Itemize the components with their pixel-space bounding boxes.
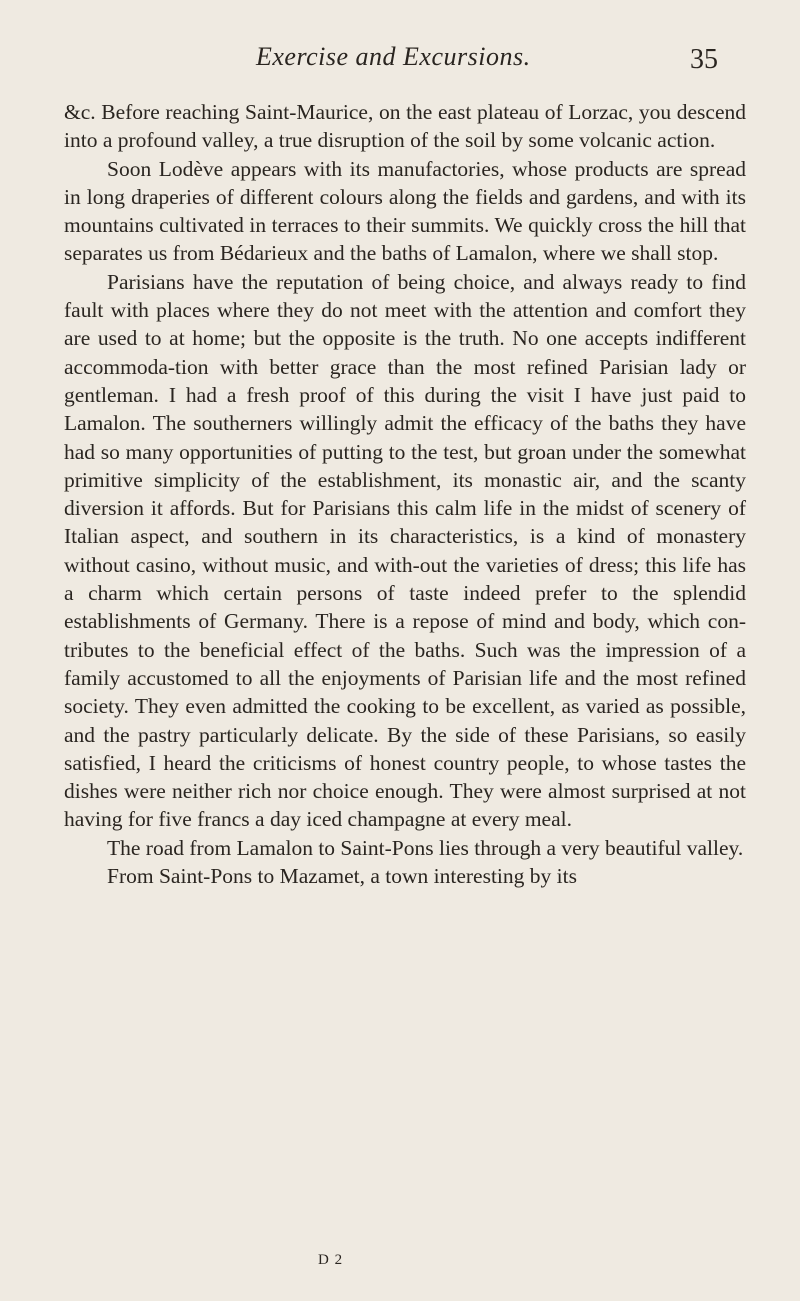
signature-mark: D 2 (318, 1252, 344, 1268)
body-text (64, 98, 746, 890)
paragraph-1: &c. Before reaching Saint-Maurice, on the east plateau of Lorzac, you descend into a profound valley, a true disruption of the soil by some volcanic action. (64, 100, 746, 153)
page-number: 35 (690, 44, 718, 75)
header-title: Exercise and Excursions. (256, 42, 531, 71)
running-head (0, 42, 800, 82)
paragraph-5: From Saint-Pons to Mazamet, a town interesting by its (107, 864, 577, 889)
paragraph-3: Parisians have the reputation of being choice, and always ready to find fault with places where they do not meet with the attention and comfort they are used to at home; but the opposite is the truth. No one accepts indifferent accommoda-tion with better grace than the most refined Parisian lady or gentleman. I had a fresh proof of this during the visit I have just paid to Lamalon. The southerners willingly admit the efficacy of the baths they have had so many opportunities of putting to the test, but groan under the somewhat primitive simplicity of the establishment, its monastic air, and the scanty diversion it affords. But for Parisians this calm life in the midst of scenery of Italian aspect, and southern in its characteristics, is a kind of monastery without casino, without music, and with-out the varieties of dress; this life has a charm which certain persons of taste indeed prefer to the splendid establishments of Germany. There is a repose of mind and body, which con-tributes to the beneficial effect of the baths. Such was the impression of a family accustomed to all the enjoyments of Parisian life and the most refined society. They even admitted the cooking to be excellent, as varied as possible, and the pastry particularly delicate. By the side of these Parisians, so easily satisfied, I heard the criticisms of honest country people, to whose tastes the dishes were neither rich nor choice enough. They were almost surprised at not having for five francs a day iced champagne at every meal. (64, 269, 746, 832)
paragraph-2: Soon Lodève appears with its manufactories, whose products are spread in long draperies of different colours along the fields and gardens, and with its mountains cultivated in terraces to their summits. We quickly cross the hill that separates us from Bédarieux and the baths of Lamalon, where we shall stop. (64, 156, 746, 266)
paragraph-4: The road from Lamalon to Saint-Pons lies through a very beautiful valley. (107, 835, 744, 860)
